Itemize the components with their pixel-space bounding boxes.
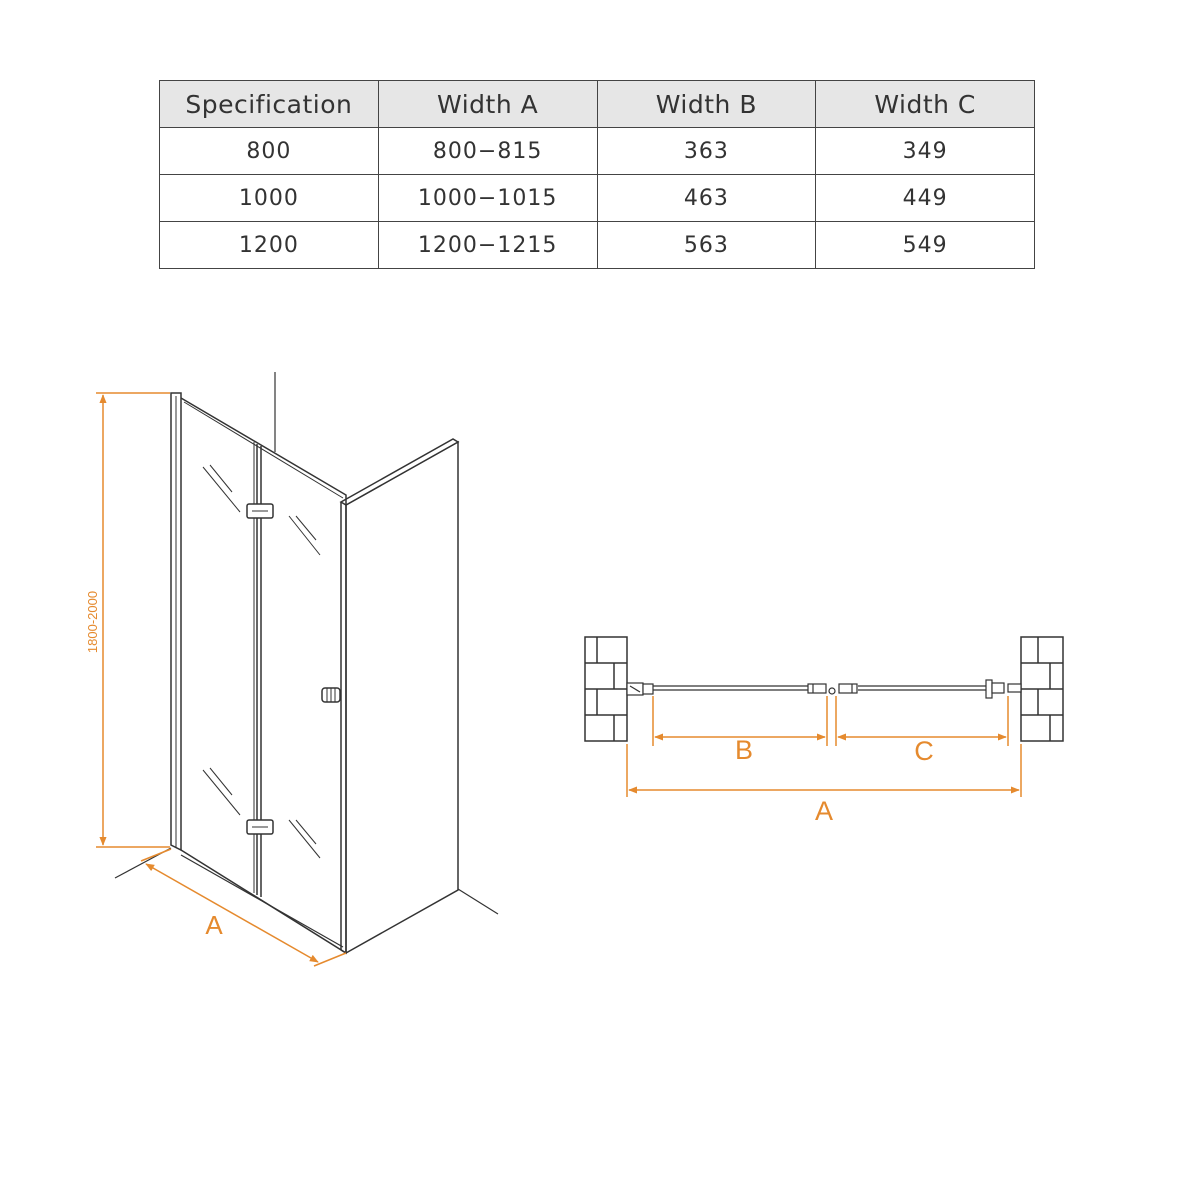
header-width-a: Width A	[378, 81, 597, 128]
center-hinge-icon	[808, 684, 857, 694]
table-cell: 549	[816, 222, 1035, 269]
right-profile-icon	[986, 680, 1021, 698]
hinge-icon	[247, 504, 273, 834]
floor-line-right	[458, 889, 498, 914]
table-cell: 1000−1015	[378, 175, 597, 222]
table-cell: 363	[597, 128, 816, 175]
table-cell: 1000	[160, 175, 379, 222]
right-wall-icon	[1021, 637, 1063, 741]
left-wall-icon	[585, 637, 627, 741]
header-width-b: Width B	[597, 81, 816, 128]
header-width-c: Width C	[816, 81, 1035, 128]
plan-view	[585, 637, 1063, 741]
table-cell: 800−815	[378, 128, 597, 175]
left-profile-icon	[627, 683, 653, 695]
plan-label-c: C	[914, 736, 934, 766]
width-extension-right	[314, 953, 346, 966]
plan-label-b: B	[734, 735, 754, 765]
width-extension-left	[141, 849, 171, 861]
table-cell: 563	[597, 222, 816, 269]
header-specification: Specification	[160, 81, 379, 128]
table-cell: 1200	[160, 222, 379, 269]
door-knob-icon	[322, 688, 340, 702]
table-cell: 463	[597, 175, 816, 222]
elevation-view	[115, 372, 498, 953]
plan-dimensions	[627, 696, 1021, 797]
width-a-dimension-line	[146, 864, 318, 962]
plan-label-a: A	[814, 796, 834, 826]
door-frame	[171, 393, 346, 953]
table-cell: 349	[816, 128, 1035, 175]
table-cell: 449	[816, 175, 1035, 222]
table-cell: 1200−1215	[378, 222, 597, 269]
elevation-width-label: A	[205, 910, 223, 940]
side-panel	[341, 439, 458, 953]
height-label: 1800-2000	[85, 590, 100, 654]
table-cell: 800	[160, 128, 379, 175]
